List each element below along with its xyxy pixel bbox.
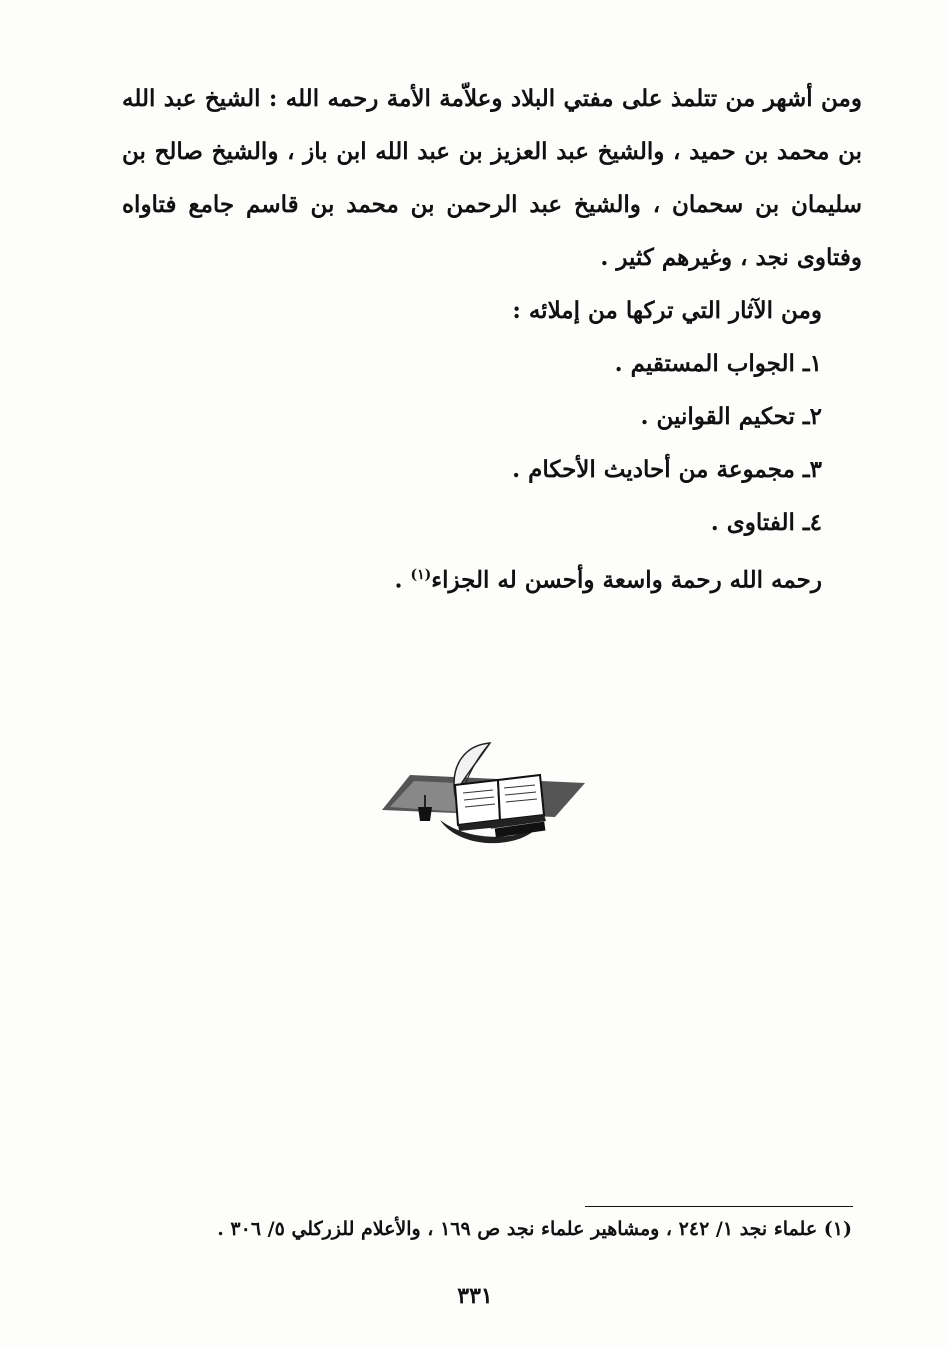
list-item: ١ـ الجواب المستقيم . [614, 350, 822, 377]
footnote-divider [585, 1206, 853, 1207]
footnote-reference: (١) [410, 567, 432, 583]
footnote: (١) علماء نجد ١/ ٢٤٢ ، ومشاهير علماء نجد ص ١٦٩ ، والأعلام للزركلي ٥/ ٣٠٦ . [217, 1218, 852, 1240]
works-intro: ومن الآثار التي تركها من إملائه : [512, 297, 822, 324]
page-number: ٣٣١ [457, 1283, 493, 1309]
closing-punctuation: . [394, 566, 411, 594]
book-quill-graduation-cap-icon [380, 735, 590, 855]
list-item: ٤ـ الفتاوى . [710, 509, 822, 536]
list-item: ٢ـ تحكيم القوانين . [640, 403, 822, 430]
list-item: ٣ـ مجموعة من أحاديث الأحكام . [512, 456, 822, 483]
paragraph-students: ومن أشهر من تتلمذ على مفتي البلاد وعلاّمة الأمة رحمه الله : الشيخ عبد الله بن محمد بن حميد ، والشيخ عبد العزيز بن عبد الله ابن باز ، والشيخ صالح بن سليمان بن سحمان ، والشيخ عبد الرحمن بن محمد بن قاسم جامع فتاواه وفتاوى نجد ، وغيرهم كثير . [122, 85, 862, 271]
works-list [122, 337, 862, 549]
closing-text: رحمه الله رحمة واسعة وأحسن له الجزاء [431, 566, 822, 594]
main-text [122, 72, 862, 607]
closing-prayer [122, 549, 862, 607]
